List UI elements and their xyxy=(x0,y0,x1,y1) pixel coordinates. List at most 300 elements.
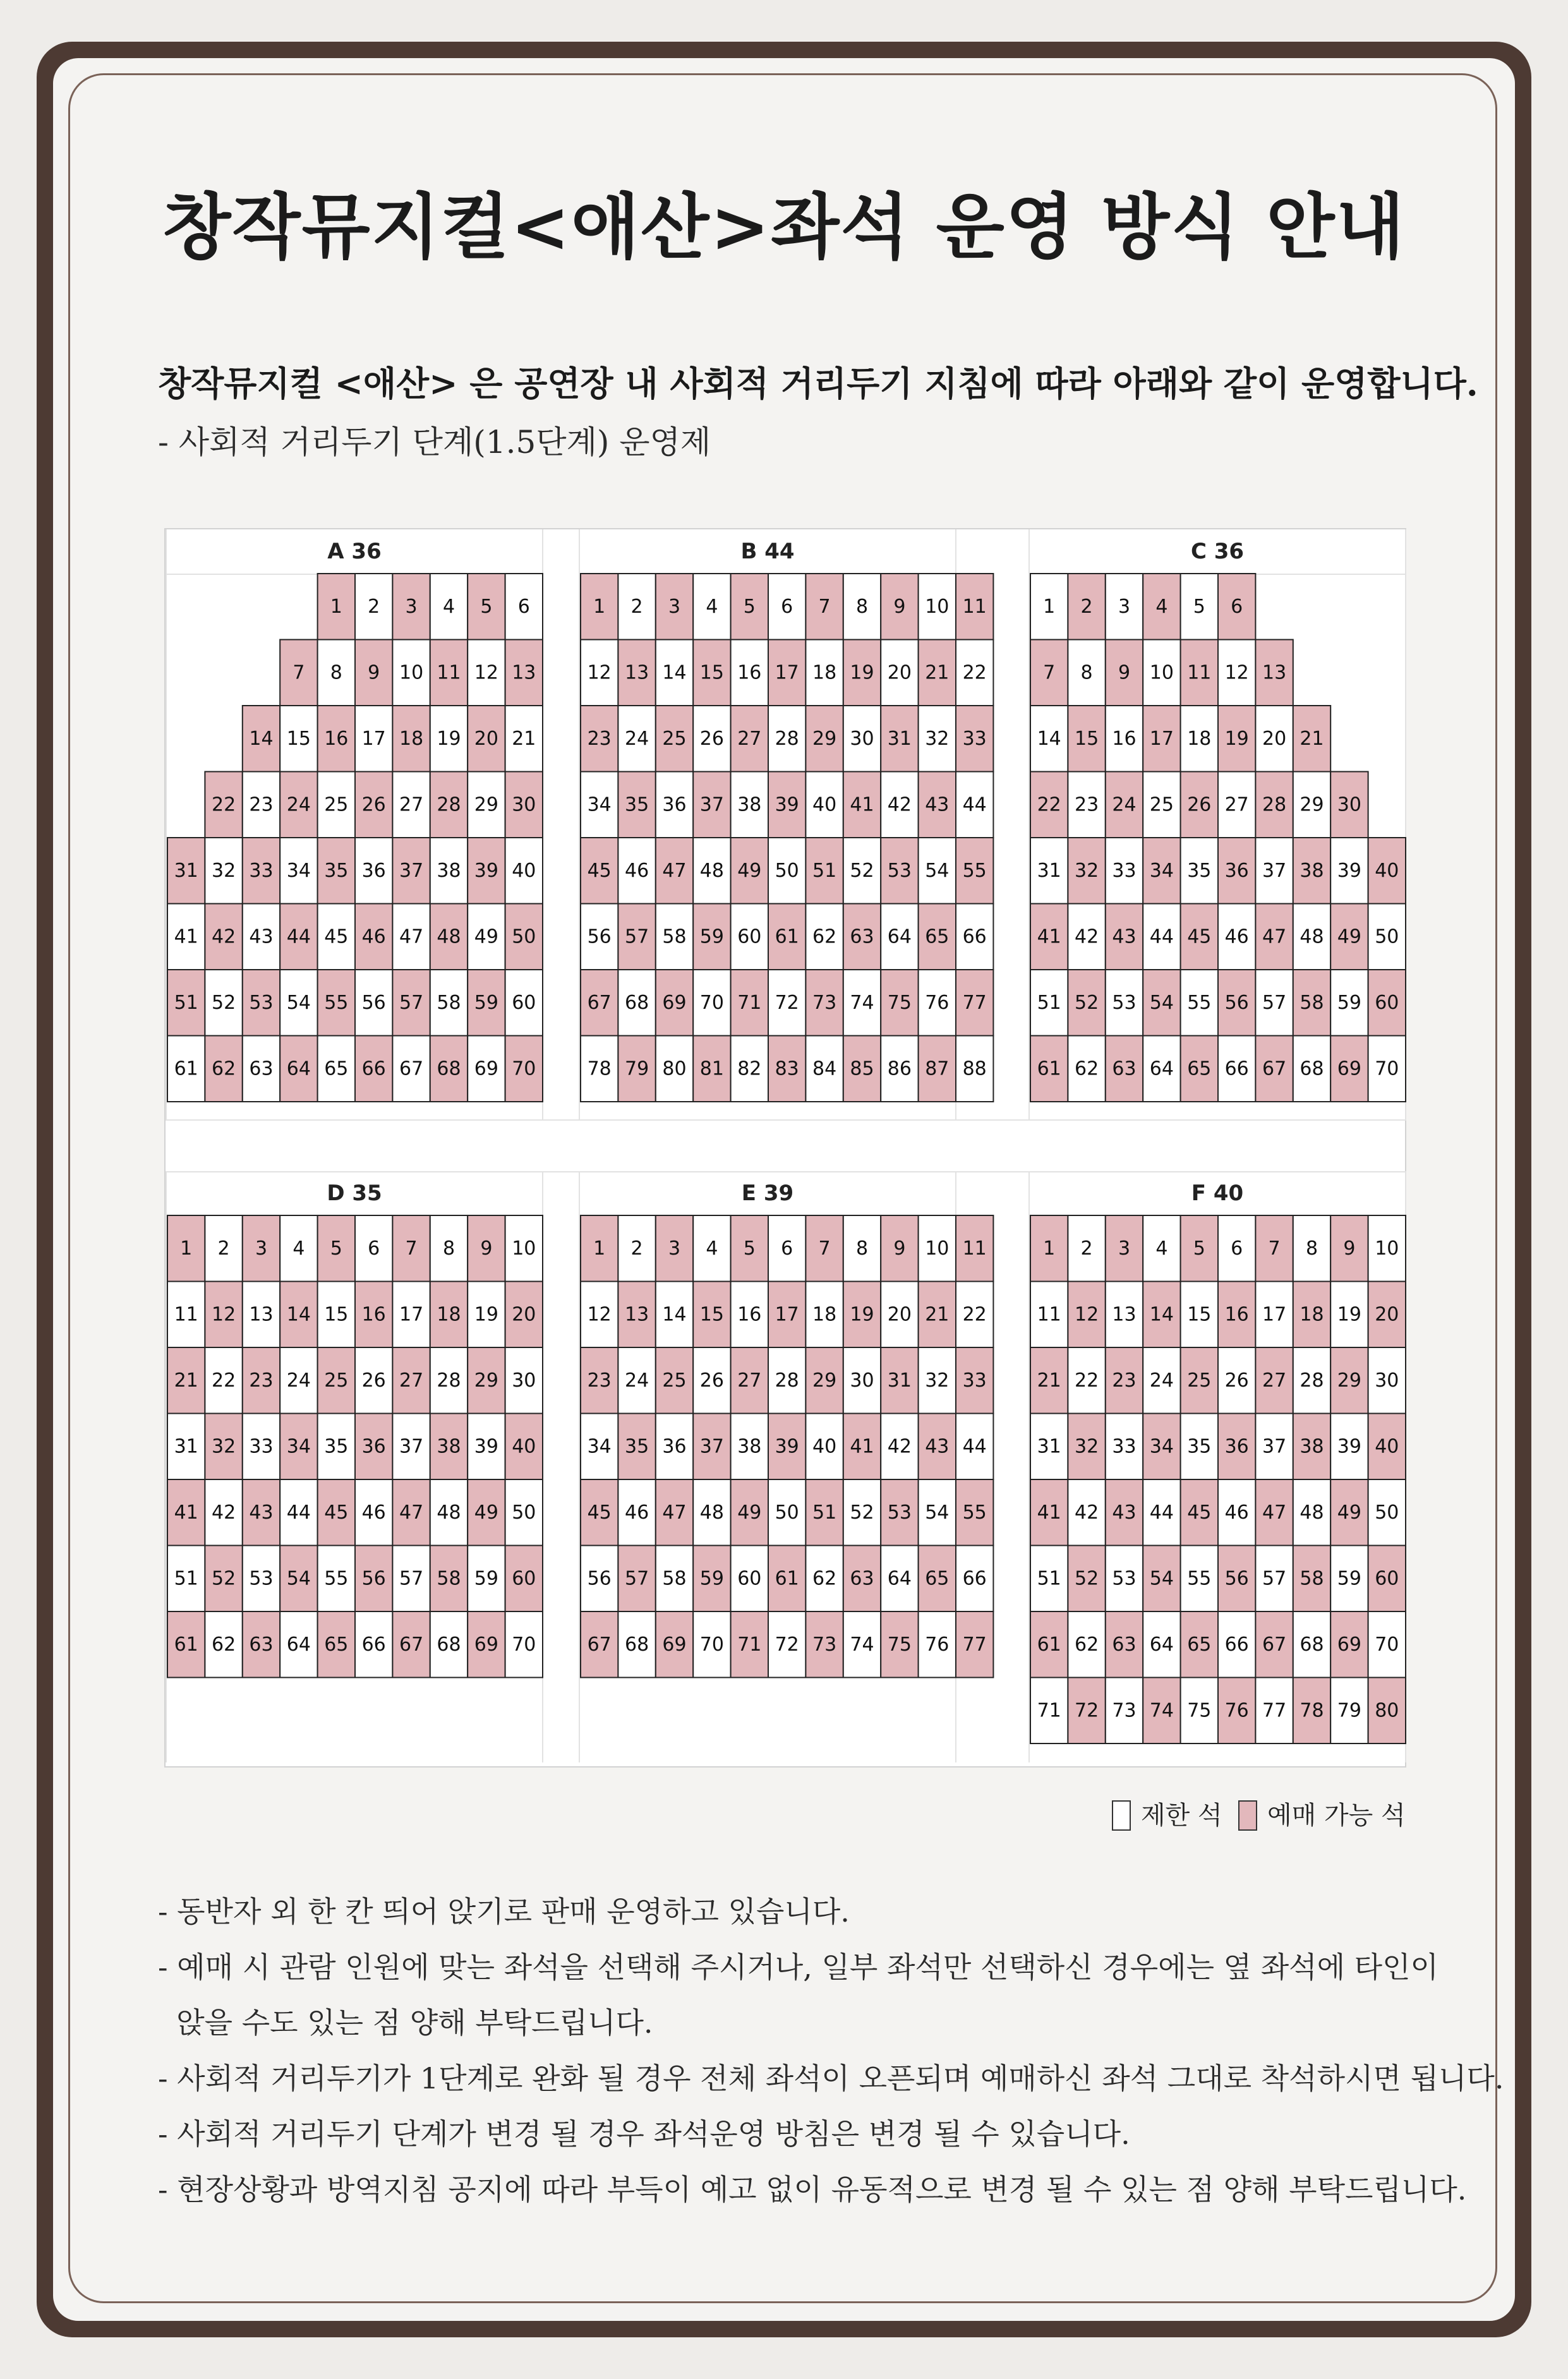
seat-number: 16 xyxy=(1112,727,1137,750)
seat-number: 64 xyxy=(286,1057,311,1080)
seat-41 xyxy=(843,772,881,838)
seat-71 xyxy=(731,1611,768,1678)
seat-number: 31 xyxy=(887,1369,912,1392)
seat-37 xyxy=(1255,1414,1293,1480)
seat-number: 67 xyxy=(1262,1633,1287,1656)
seat-number: 50 xyxy=(775,1501,799,1524)
seat-number: 45 xyxy=(324,925,349,948)
seat-number: 9 xyxy=(1343,1237,1356,1260)
seat-number: 26 xyxy=(699,1369,724,1392)
seat-number: 84 xyxy=(812,1057,837,1080)
seat-5 xyxy=(1181,1215,1218,1282)
section-title: D 35 xyxy=(167,1171,542,1217)
seat-number: 51 xyxy=(1037,991,1061,1014)
seat-61 xyxy=(1030,1036,1068,1102)
seat-16 xyxy=(1106,706,1143,772)
seat-number: 60 xyxy=(737,1567,762,1590)
seat-14 xyxy=(243,706,280,772)
seat-49 xyxy=(1330,904,1368,970)
seat-32 xyxy=(205,1414,242,1480)
seat-17 xyxy=(355,706,392,772)
seat-number: 59 xyxy=(474,991,498,1014)
seat-number: 67 xyxy=(587,1633,612,1656)
seat-number: 37 xyxy=(699,793,724,816)
seat-number: 45 xyxy=(587,1501,612,1524)
seat-37 xyxy=(693,1414,730,1480)
seat-65 xyxy=(1181,1036,1218,1102)
seat-number: 13 xyxy=(625,1303,649,1326)
seat-29 xyxy=(467,772,505,838)
seat-5 xyxy=(1181,574,1218,640)
seat-number: 25 xyxy=(662,1369,687,1392)
seat-number: 2 xyxy=(630,595,643,618)
seat-48 xyxy=(1293,1479,1330,1546)
seat-44 xyxy=(1143,1479,1180,1546)
seat-32 xyxy=(205,838,242,904)
seat-10 xyxy=(919,1215,956,1282)
seat-53 xyxy=(243,1546,280,1612)
seat-number: 25 xyxy=(1149,793,1174,816)
seat-1 xyxy=(167,1215,205,1282)
seat-7 xyxy=(805,574,843,640)
seat-number: 55 xyxy=(1187,1567,1212,1590)
seat-41 xyxy=(843,1414,881,1480)
seat-number: 28 xyxy=(437,793,461,816)
seat-54 xyxy=(919,838,956,904)
section-title: A 36 xyxy=(167,529,542,575)
seat-69 xyxy=(656,970,693,1036)
seat-number: 26 xyxy=(699,727,724,750)
seat-69 xyxy=(467,1611,505,1678)
seat-5 xyxy=(731,1215,768,1282)
seat-39 xyxy=(1330,1414,1368,1480)
seat-43 xyxy=(919,772,956,838)
seat-10 xyxy=(919,574,956,640)
seat-number: 3 xyxy=(668,1237,681,1260)
seat-8 xyxy=(318,640,355,706)
seat-number: 15 xyxy=(1075,727,1099,750)
seat-74 xyxy=(843,1611,881,1678)
seat-64 xyxy=(1143,1036,1180,1102)
note-item: 앉을 수도 있는 점 양해 부탁드립니다. xyxy=(158,2006,653,2040)
seat-number: 11 xyxy=(1037,1303,1061,1326)
seat-56 xyxy=(581,904,618,970)
seat-70 xyxy=(1368,1036,1406,1102)
seat-7 xyxy=(1030,640,1068,706)
seat-26 xyxy=(693,1347,730,1414)
seat-number: 30 xyxy=(1337,793,1361,816)
seat-70 xyxy=(505,1611,543,1678)
seat-30 xyxy=(1368,1347,1406,1414)
seat-number: 57 xyxy=(399,1567,424,1590)
seat-number: 8 xyxy=(330,661,342,684)
seat-number: 56 xyxy=(1224,1567,1249,1590)
seat-number: 11 xyxy=(1187,661,1212,684)
seat-number: 41 xyxy=(1037,1501,1061,1524)
seat-64 xyxy=(881,1546,918,1612)
seat-number: 61 xyxy=(174,1057,198,1080)
seat-number: 32 xyxy=(1075,859,1099,882)
seat-64 xyxy=(1143,1611,1180,1678)
seat-number: 52 xyxy=(850,1501,874,1524)
seat-53 xyxy=(243,970,280,1036)
seat-13 xyxy=(243,1282,280,1348)
seat-number: 17 xyxy=(361,727,386,750)
seat-40 xyxy=(805,772,843,838)
seat-24 xyxy=(618,706,655,772)
seat-24 xyxy=(1143,1347,1180,1414)
seat-number: 63 xyxy=(1112,1633,1137,1656)
seat-number: 47 xyxy=(399,1501,424,1524)
seat-43 xyxy=(243,1479,280,1546)
seat-6 xyxy=(355,1215,392,1282)
seat-35 xyxy=(618,1414,655,1480)
seat-number: 49 xyxy=(474,1501,498,1524)
seat-number: 69 xyxy=(474,1633,498,1656)
seat-27 xyxy=(392,1347,430,1414)
seat-14 xyxy=(656,640,693,706)
seat-number: 51 xyxy=(812,859,837,882)
section-a xyxy=(166,529,543,1121)
seat-number: 67 xyxy=(1262,1057,1287,1080)
seat-14 xyxy=(280,1282,317,1348)
seat-25 xyxy=(1181,1347,1218,1414)
seat-18 xyxy=(430,1282,467,1348)
seat-number: 66 xyxy=(1224,1057,1249,1080)
seat-57 xyxy=(1255,1546,1293,1612)
seat-number: 28 xyxy=(437,1369,461,1392)
seat-number: 32 xyxy=(212,859,236,882)
seat-number: 48 xyxy=(1300,1501,1324,1524)
seat-12 xyxy=(205,1282,242,1348)
seat-number: 64 xyxy=(286,1633,311,1656)
seat-number: 21 xyxy=(1037,1369,1061,1392)
seat-80 xyxy=(1368,1678,1406,1744)
seat-51 xyxy=(1030,970,1068,1036)
seat-number: 23 xyxy=(249,1369,274,1392)
seat-21 xyxy=(919,1282,956,1348)
seat-60 xyxy=(1368,970,1406,1036)
seat-number: 53 xyxy=(1112,991,1137,1014)
seat-27 xyxy=(1255,1347,1293,1414)
seat-number: 8 xyxy=(1080,661,1093,684)
seat-number: 50 xyxy=(1375,925,1399,948)
seat-3 xyxy=(243,1215,280,1282)
seat-47 xyxy=(1255,1479,1293,1546)
seat-59 xyxy=(1330,1546,1368,1612)
seat-number: 27 xyxy=(737,1369,762,1392)
seat-4 xyxy=(430,574,467,640)
seat-number: 64 xyxy=(887,925,912,948)
seat-number: 21 xyxy=(1300,727,1324,750)
seat-62 xyxy=(805,1546,843,1612)
seat-number: 36 xyxy=(1224,1435,1249,1458)
seat-72 xyxy=(768,970,805,1036)
seat-number: 14 xyxy=(1149,1303,1174,1326)
seat-number: 30 xyxy=(1375,1369,1399,1392)
seat-number: 43 xyxy=(925,1435,950,1458)
seat-number: 68 xyxy=(1300,1633,1324,1656)
seat-52 xyxy=(843,838,881,904)
seat-number: 20 xyxy=(512,1303,536,1326)
seat-19 xyxy=(843,640,881,706)
seat-number: 9 xyxy=(368,661,380,684)
legend-restricted-swatch xyxy=(1112,1800,1131,1831)
seat-38 xyxy=(430,838,467,904)
seat-number: 44 xyxy=(962,793,987,816)
seat-number: 58 xyxy=(437,1567,461,1590)
seat-43 xyxy=(919,1414,956,1480)
seat-number: 50 xyxy=(775,859,799,882)
seat-number: 47 xyxy=(662,1501,687,1524)
seat-number: 68 xyxy=(437,1057,461,1080)
seat-number: 12 xyxy=(587,1303,612,1326)
seat-48 xyxy=(1293,904,1330,970)
seat-34 xyxy=(581,1414,618,1480)
seat-30 xyxy=(843,706,881,772)
seat-number: 69 xyxy=(1337,1633,1361,1656)
seat-number: 43 xyxy=(1112,1501,1137,1524)
seat-60 xyxy=(731,1546,768,1612)
seat-48 xyxy=(430,1479,467,1546)
seat-number: 45 xyxy=(1187,925,1212,948)
seat-number: 11 xyxy=(962,1237,987,1260)
seat-69 xyxy=(1330,1611,1368,1678)
seat-number: 2 xyxy=(368,595,380,618)
seat-64 xyxy=(881,904,918,970)
seat-7 xyxy=(392,1215,430,1282)
seat-number: 54 xyxy=(1149,1567,1174,1590)
seat-22 xyxy=(205,772,242,838)
seat-9 xyxy=(355,640,392,706)
seat-number: 2 xyxy=(1080,595,1093,618)
seat-8 xyxy=(1068,640,1105,706)
seat-57 xyxy=(618,904,655,970)
seat-45 xyxy=(318,904,355,970)
seat-18 xyxy=(392,706,430,772)
seat-number: 36 xyxy=(361,1435,386,1458)
seat-number: 51 xyxy=(1037,1567,1061,1590)
seat-31 xyxy=(881,706,918,772)
seat-77 xyxy=(956,970,993,1036)
seat-60 xyxy=(731,904,768,970)
seat-number: 18 xyxy=(812,1303,837,1326)
seat-number: 7 xyxy=(405,1237,418,1260)
seat-number: 45 xyxy=(1187,1501,1212,1524)
seat-30 xyxy=(505,1347,543,1414)
seat-33 xyxy=(1106,838,1143,904)
seat-1 xyxy=(318,574,355,640)
seat-number: 86 xyxy=(887,1057,912,1080)
seat-58 xyxy=(430,970,467,1036)
seat-number: 6 xyxy=(368,1237,380,1260)
seat-74 xyxy=(1143,1678,1180,1744)
seat-1 xyxy=(581,1215,618,1282)
seat-46 xyxy=(1218,904,1255,970)
seat-number: 61 xyxy=(775,1567,799,1590)
seat-55 xyxy=(318,1546,355,1612)
seat-number: 57 xyxy=(1262,991,1287,1014)
seat-15 xyxy=(693,640,730,706)
seat-number: 4 xyxy=(292,1237,305,1260)
seat-6 xyxy=(1218,574,1255,640)
seat-number: 34 xyxy=(1149,859,1174,882)
seat-52 xyxy=(1068,1546,1105,1612)
seat-number: 65 xyxy=(324,1633,349,1656)
seat-71 xyxy=(1030,1678,1068,1744)
page-title: 창작뮤지컬<애산>좌석 운영 방식 안내 xyxy=(162,186,1406,268)
seat-number: 57 xyxy=(399,991,424,1014)
seat-number: 20 xyxy=(887,661,912,684)
seat-number: 9 xyxy=(893,1237,906,1260)
seat-number: 40 xyxy=(1375,859,1399,882)
seat-44 xyxy=(956,772,993,838)
seat-5 xyxy=(318,1215,355,1282)
seat-64 xyxy=(280,1036,317,1102)
seat-number: 46 xyxy=(361,1501,386,1524)
seat-number: 19 xyxy=(850,661,874,684)
seat-73 xyxy=(805,1611,843,1678)
seat-55 xyxy=(318,970,355,1036)
seat-number: 38 xyxy=(437,859,461,882)
seat-number: 68 xyxy=(625,991,649,1014)
seat-number: 18 xyxy=(1300,1303,1324,1326)
seat-number: 74 xyxy=(1149,1699,1174,1722)
seat-36 xyxy=(656,1414,693,1480)
seat-20 xyxy=(1368,1282,1406,1348)
seat-number: 36 xyxy=(662,1435,687,1458)
seat-29 xyxy=(1330,1347,1368,1414)
seat-number: 31 xyxy=(1037,859,1061,882)
seat-2 xyxy=(618,1215,655,1282)
seat-6 xyxy=(505,574,543,640)
seat-18 xyxy=(1181,706,1218,772)
seat-16 xyxy=(731,1282,768,1348)
seat-57 xyxy=(618,1546,655,1612)
seat-number: 57 xyxy=(1262,1567,1287,1590)
seat-34 xyxy=(1143,838,1180,904)
seat-number: 42 xyxy=(1075,1501,1099,1524)
seat-86 xyxy=(881,1036,918,1102)
seat-number: 63 xyxy=(249,1633,274,1656)
seat-number: 66 xyxy=(361,1633,386,1656)
seat-number: 25 xyxy=(324,793,349,816)
seat-number: 63 xyxy=(850,1567,874,1590)
seat-number: 13 xyxy=(1262,661,1287,684)
seat-number: 58 xyxy=(1300,991,1324,1014)
seat-49 xyxy=(731,1479,768,1546)
seat-11 xyxy=(956,574,993,640)
seat-number: 30 xyxy=(512,793,536,816)
seat-29 xyxy=(1293,772,1330,838)
seat-number: 29 xyxy=(474,1369,498,1392)
seat-number: 46 xyxy=(361,925,386,948)
seat-number: 15 xyxy=(699,661,724,684)
seat-67 xyxy=(581,1611,618,1678)
seat-37 xyxy=(693,772,730,838)
seat-25 xyxy=(318,772,355,838)
seat-number: 18 xyxy=(812,661,837,684)
seat-50 xyxy=(505,904,543,970)
seat-number: 69 xyxy=(662,991,687,1014)
seat-number: 39 xyxy=(1337,859,1361,882)
seat-47 xyxy=(392,1479,430,1546)
seat-number: 56 xyxy=(587,925,612,948)
seat-number: 54 xyxy=(286,991,311,1014)
seat-50 xyxy=(1368,1479,1406,1546)
seat-number: 37 xyxy=(699,1435,724,1458)
seat-number: 61 xyxy=(775,925,799,948)
seat-number: 17 xyxy=(775,661,799,684)
seat-number: 7 xyxy=(818,1237,831,1260)
seat-9 xyxy=(881,574,918,640)
seat-number: 69 xyxy=(1337,1057,1361,1080)
seat-26 xyxy=(1218,1347,1255,1414)
seat-number: 27 xyxy=(1262,1369,1287,1392)
seat-number: 43 xyxy=(1112,925,1137,948)
seat-20 xyxy=(881,1282,918,1348)
seat-number: 37 xyxy=(399,859,424,882)
seat-number: 35 xyxy=(625,793,649,816)
seat-number: 35 xyxy=(1187,1435,1212,1458)
seat-47 xyxy=(1255,904,1293,970)
seat-number: 43 xyxy=(249,1501,274,1524)
seat-13 xyxy=(1106,1282,1143,1348)
seat-8 xyxy=(843,1215,881,1282)
seat-number: 75 xyxy=(1187,1699,1212,1722)
seat-number: 42 xyxy=(212,1501,236,1524)
seat-number: 67 xyxy=(399,1057,424,1080)
seat-number: 37 xyxy=(399,1435,424,1458)
seat-number: 63 xyxy=(1112,1057,1137,1080)
seat-46 xyxy=(1218,1479,1255,1546)
seat-1 xyxy=(581,574,618,640)
seat-number: 3 xyxy=(255,1237,268,1260)
seat-number: 64 xyxy=(887,1567,912,1590)
seat-number: 8 xyxy=(855,595,869,618)
seat-number: 32 xyxy=(212,1435,236,1458)
seat-8 xyxy=(430,1215,467,1282)
seat-number: 39 xyxy=(775,793,799,816)
seat-40 xyxy=(505,838,543,904)
seat-number: 1 xyxy=(593,1237,606,1260)
seat-number: 13 xyxy=(512,661,536,684)
section-c-grid xyxy=(1030,574,1408,1121)
seat-88 xyxy=(956,1036,993,1102)
seat-number: 41 xyxy=(850,1435,874,1458)
seat-56 xyxy=(355,1546,392,1612)
seat-number: 15 xyxy=(699,1303,724,1326)
seat-32 xyxy=(1068,1414,1105,1480)
seat-number: 63 xyxy=(249,1057,274,1080)
seat-number: 30 xyxy=(850,727,874,750)
seat-40 xyxy=(505,1414,543,1480)
seat-number: 19 xyxy=(437,727,461,750)
seat-24 xyxy=(618,1347,655,1414)
seat-59 xyxy=(693,904,730,970)
seat-number: 16 xyxy=(361,1303,386,1326)
seat-number: 15 xyxy=(1187,1303,1212,1326)
seat-40 xyxy=(1368,1414,1406,1480)
seat-58 xyxy=(1293,970,1330,1036)
seat-number: 5 xyxy=(480,595,493,618)
seat-number: 5 xyxy=(743,595,756,618)
seat-number: 47 xyxy=(1262,1501,1287,1524)
seat-number: 72 xyxy=(1075,1699,1099,1722)
seat-21 xyxy=(919,640,956,706)
seat-66 xyxy=(355,1036,392,1102)
seat-number: 31 xyxy=(174,1435,198,1458)
